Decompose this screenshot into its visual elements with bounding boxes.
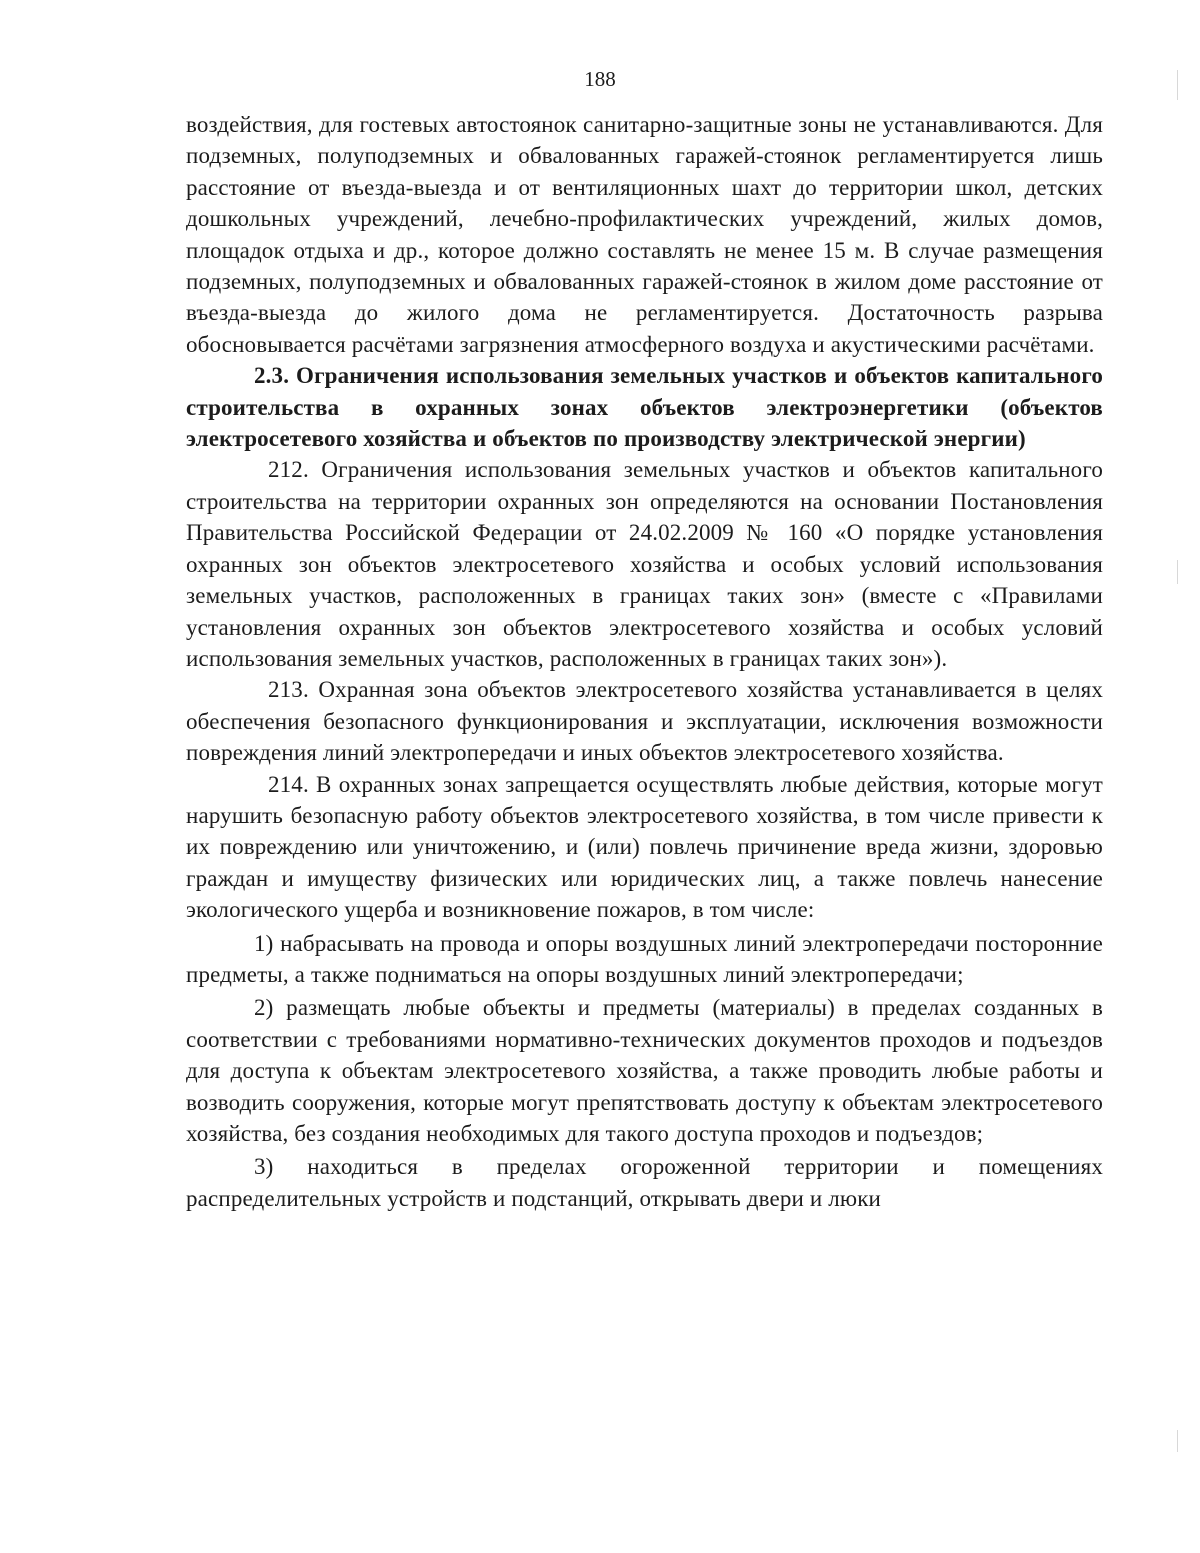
- paragraph-214: 214. В охранных зонах запрещается осуществлять любые действия, которые могут нарушить безопасную работу объектов электросетевого хозяйства, в том числе привести к их повреждению или уничтожению, и (или) повлечь причинение вреда жизни, здоровью граждан и имуществу физических или юридических лиц, а также повлечь нанесение экологического ущерба и возникновение пожаров, в том числе:: [186, 771, 1103, 923]
- list-item-1: 1) набрасывать на провода и опоры воздушных линий электропередачи посторонние предметы, а также подниматься на опоры воздушных линий электропередачи;: [186, 930, 1103, 987]
- scan-edge-mark: [1177, 70, 1178, 100]
- section-heading: 2.3. Ограничения использования земельных участков и объектов капитального строительства в охранных зонах объектов электроэнергетики (объектов электросетевого хозяйства и объектов по производству электрической энергии): [186, 363, 1103, 452]
- paragraph-213: 213. Охранная зона объектов электросетевого хозяйства устанавливается в целях обеспечения безопасного функционирования и эксплуатации, исключения возможности повреждения линий электропередачи и иных объектов электросетевого хозяйства.: [186, 677, 1103, 766]
- list-item-3: 3) находиться в пределах огороженной территории и помещениях распределительных устройств и подстанций, открывать двери и люки: [186, 1154, 1103, 1211]
- list-item-2: 2) размещать любые объекты и предметы (материалы) в пределах созданных в соответствии с требованиями нормативно-технических документов проходов и подъездов для доступа к объектам электросетевого хозяйства, а также проводить любые работы и возводить сооружения, которые могут препятствовать доступу к объектам электросетевого хозяйства, без создания необходимых для такого доступа проходов и подъездов;: [186, 995, 1103, 1146]
- scan-edge-mark: [1177, 560, 1178, 584]
- scan-edge-mark: [1177, 1430, 1178, 1452]
- paragraph-212: 212. Ограничения использования земельных участков и объектов капитального строительства на территории охранных зон определяются на основании Постановления Правительства Российской Федерации от 24.02.2009 № 160 «О порядке установления охранных зон объектов электросетевого хозяйства и особых условий использования земельных участков, расположенных в границах таких зон» (вместе с «Правилами установления охранных зон объектов электросетевого хозяйства и особых условий использования земельных участков, расположенных в границах таких зон»).: [186, 457, 1103, 671]
- paragraph-continuation: воздействия, для гостевых автостоянок санитарно-защитные зоны не устанавливаются. Для подземных, полуподземных и обвалованных гаражей-стоянок регламентируется лишь расстояние от въезда-выезда и от вентиляционных шахт до территории школ, детских дошкольных учреждений, лечебно-профилактических учреждений, жилых домов, площадок отдыха и др., которое должно составлять не менее 15 м. В случае размещения подземных, полуподземных и обвалованных гаражей-стоянок в жилом доме расстояние от въезда-выезда до жилого дома не регламентируется. Достаточность разрыва обосновывается расчётами загрязнения атмосферного воздуха и акустическими расчётами.: [186, 112, 1103, 357]
- page-number: 188: [584, 67, 616, 91]
- document-body: [186, 109, 1103, 1214]
